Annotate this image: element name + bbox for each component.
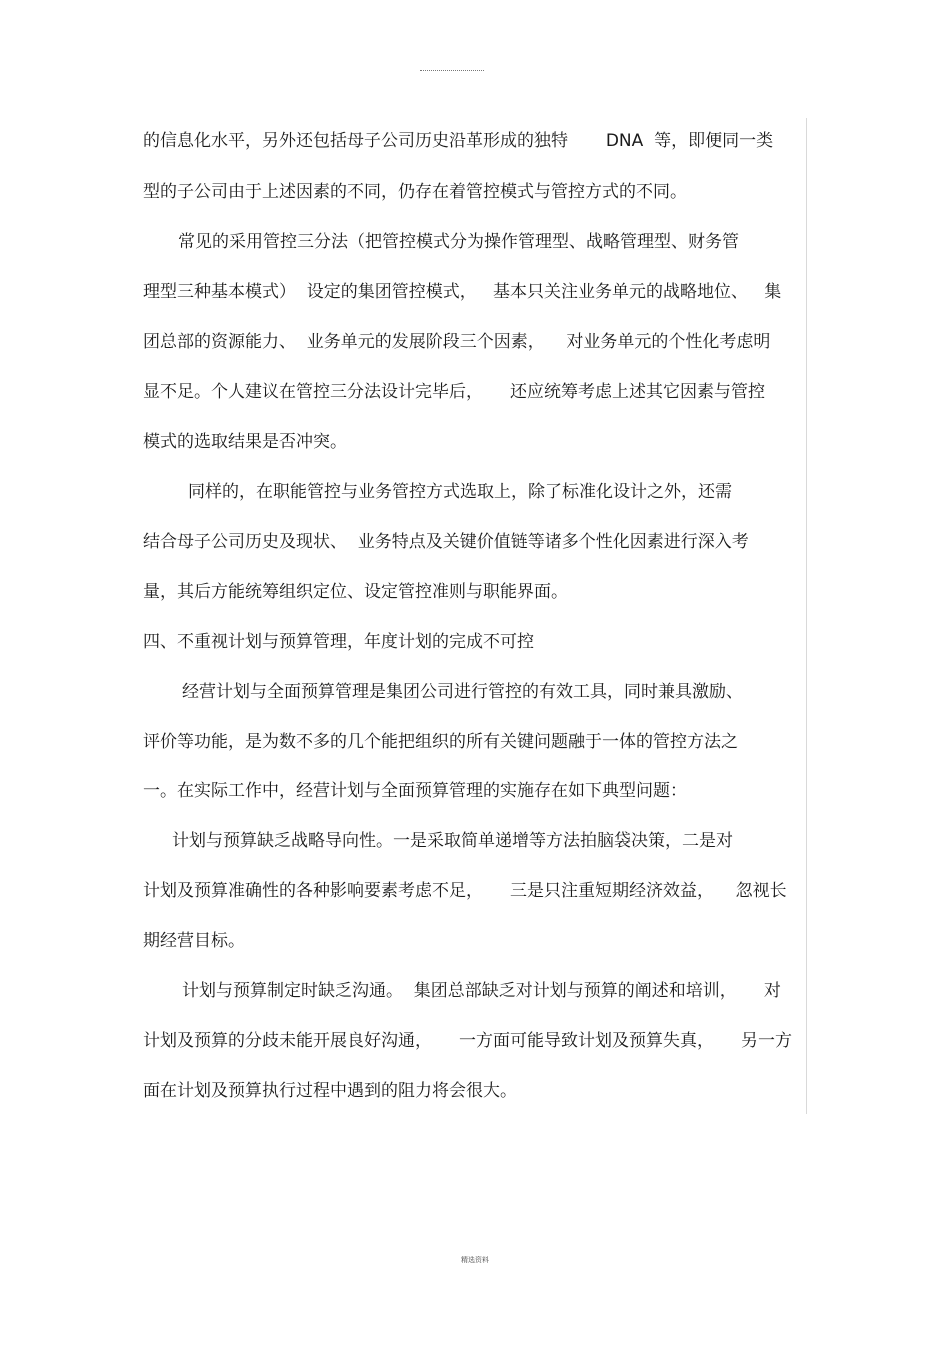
text-line-18: 计划与预算制定时缺乏沟通。 集团总部缺乏对计划与预算的阐述和培训， 对 bbox=[182, 981, 781, 1001]
text-line-8: 同样的，在职能管控与业务管控方式选取上，除了标准化设计之外，还需 bbox=[188, 482, 732, 502]
header-dotted-rule bbox=[420, 70, 484, 71]
text-line-15: 计划与预算缺乏战略导向性。一是采取简单递增等方法拍脑袋决策，二是对 bbox=[172, 831, 733, 851]
text-line-12: 经营计划与全面预算管理是集团公司进行管控的有效工具，同时兼具激励、 bbox=[182, 682, 743, 702]
text-line-19: 计划及预算的分歧未能开展良好沟通， 一方面可能导致计划及预算失真， 另一方 bbox=[143, 1031, 793, 1051]
text-line-7: 模式的选取结果是否冲突。 bbox=[143, 432, 347, 452]
text-line-6: 显不足。个人建议在管控三分法设计完毕后， 还应统筹考虑上述其它因素与管控 bbox=[143, 382, 766, 402]
text-line-4: 理型三种基本模式） 设定的集团管控模式， 基本只关注业务单元的战略地位、 集 bbox=[143, 282, 782, 302]
text-line-5: 团总部的资源能力、 业务单元的发展阶段三个因素， 对业务单元的个性化考虑明 bbox=[143, 332, 771, 352]
text-line-3: 常见的采用管控三分法（把管控模式分为操作管理型、战略管理型、财务管 bbox=[178, 232, 739, 252]
text-line-1: 的信息化水平，另外还包括母子公司历史沿革形成的独特 DNA 等，即便同一类 bbox=[143, 131, 774, 151]
text-line-13: 评价等功能，是为数不多的几个能把组织的所有关键问题融于一体的管控方法之 bbox=[143, 732, 738, 752]
text-line-10: 量，其后方能统筹组织定位、设定管控准则与职能界面。 bbox=[143, 582, 568, 602]
text-line-17: 期经营目标。 bbox=[143, 931, 245, 951]
text-line-14: 一。在实际工作中，经营计划与全面预算管理的实施存在如下典型问题： bbox=[143, 781, 687, 801]
text-line-2: 型的子公司由于上述因素的不同，仍存在着管控模式与管控方式的不同。 bbox=[143, 182, 687, 202]
text-line-9: 结合母子公司历史及现状、 业务特点及关键价值链等诸多个性化因素进行深入考 bbox=[143, 532, 749, 552]
section-heading: 四、不重视计划与预算管理，年度计划的完成不可控 bbox=[143, 632, 534, 652]
text-line-16: 计划及预算准确性的各种影响要素考虑不足， 三是只注重短期经济效益， 忽视长 bbox=[143, 881, 787, 901]
text-line-20: 面在计划及预算执行过程中遇到的阻力将会很大。 bbox=[143, 1081, 517, 1101]
right-margin-rule bbox=[806, 118, 807, 1114]
page-footer: 精选资料 bbox=[461, 1256, 489, 1264]
